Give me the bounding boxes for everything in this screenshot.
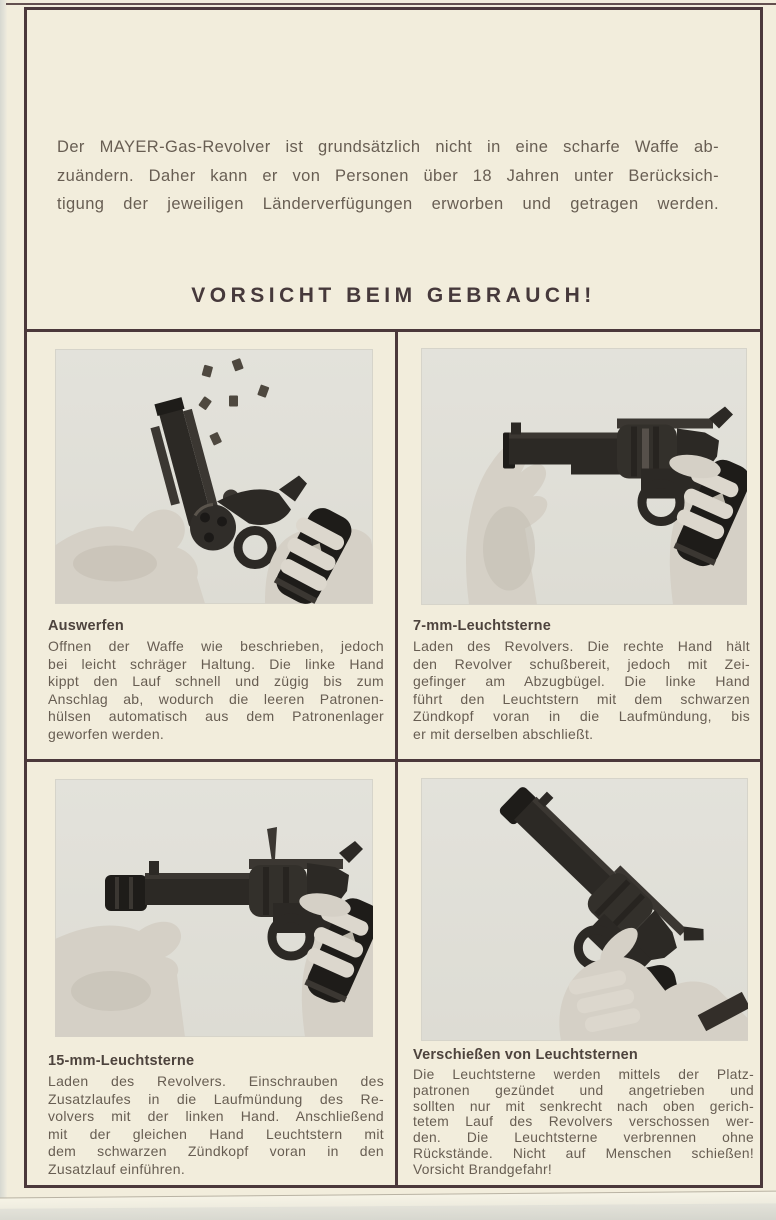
text-line: hülsen automatisch aus dem Patronenlager [48, 708, 384, 724]
text-line: den Revolver schußbereit, jedoch mit Zei- [413, 655, 750, 672]
text-line: Offnen der Waffe wie beschrieben, jedoch [48, 638, 384, 654]
text-line: patronen gezündet und angetrieben und [413, 1082, 754, 1098]
text-line: Die Leuchtsterne werden mittels der Platz- [413, 1067, 754, 1082]
left-hand [55, 510, 205, 604]
cartridge-cases-icon [198, 358, 269, 446]
text-line: bei leicht schräger Haltung. Die linke Hand [48, 655, 384, 672]
text-line: volvers mit der linken Hand. Anschließend [48, 1108, 384, 1124]
text-line: Vorsicht Brandgefahr! [413, 1161, 552, 1177]
photo-load-15mm [55, 779, 373, 1037]
text-line: Zündkopf voran in die Laufmündung, bis [413, 708, 750, 724]
caption-title: 7-mm-Leuchtsterne [413, 618, 551, 634]
text-line: Zusatzlauf einführen. [48, 1160, 186, 1177]
photo-load-7mm [421, 348, 747, 605]
caption-body [48, 1073, 384, 1178]
text-line: Anschlag ab, wodurch die leeren Patronen- [48, 690, 384, 707]
caption-body [48, 638, 384, 743]
text-line: Rückstände. Nicht auf Menschen schießen! [413, 1145, 754, 1161]
grid-horizontal-divider [24, 759, 763, 762]
text-line: sollten nur mit senkrecht nach oben gerich- [413, 1098, 754, 1114]
text-line: dem schwarzen Zündkopf voran in den [48, 1143, 384, 1159]
load-15mm-illustration [55, 779, 373, 1037]
text-line: geworfen werden. [48, 725, 165, 742]
caption-body [413, 1067, 754, 1178]
text-line: zuändern. Daher kann er von Personen über 18 Jahren unter Berücksich- [57, 166, 719, 185]
text-line: Laden des Revolvers. Die rechte Hand hält [413, 638, 750, 654]
text-line: tigung der jeweiligen Länderverfügungen erworben und getragen werden. [57, 195, 719, 213]
eject-illustration [55, 349, 373, 604]
text-line: er mit derselben abschließt. [413, 725, 594, 742]
text-line: mit der gleichen Hand Leuchtstern mit [48, 1125, 384, 1142]
photo-firing-position [421, 778, 748, 1041]
intro-paragraph [57, 133, 719, 219]
warning-heading: VORSICHT BEIM GEBRAUCH! [191, 284, 596, 307]
text-line: Zusatzlaufes in die Laufmündung des Re- [48, 1090, 384, 1107]
caption-title: Auswerfen [48, 618, 124, 634]
text-line: Der MAYER-Gas-Revolver ist grundsätzlich nicht in eine scharfe Waffe ab- [57, 138, 719, 156]
caption-verschiessen [413, 1046, 754, 1178]
caption-body [413, 638, 750, 743]
text-line: führt den Leuchtstern mit dem schwarzen [413, 690, 750, 707]
grid-top-divider [24, 329, 763, 332]
caption-15mm [48, 1052, 384, 1178]
left-hand [55, 922, 185, 1037]
revolver-cylinder [190, 505, 236, 551]
caption-7mm [413, 617, 750, 743]
text-line: den. Die Leuchtsterne verbrennen ohne [413, 1130, 754, 1146]
caption-title: 15-mm-Leuchtsterne [48, 1053, 195, 1069]
text-line: gefinger am Abzugbügel. Die linke Hand [413, 673, 750, 689]
caption-title: Verschießen von Leuchtsternen [413, 1047, 638, 1063]
load-7mm-illustration [421, 348, 747, 605]
photo-eject-casings [55, 349, 373, 604]
text-line: kippt den Lauf schnell und zügig bis zum [48, 673, 384, 689]
caption-auswerfen [48, 617, 384, 743]
text-line: tetem Lauf des Revolvers verschossen wer- [413, 1114, 754, 1130]
text-line: Laden des Revolvers. Einschrauben des [48, 1073, 384, 1089]
firing-illustration [421, 778, 748, 1041]
scan-left-edge [0, 0, 7, 1205]
page-top-edge-shadow [6, 3, 776, 5]
